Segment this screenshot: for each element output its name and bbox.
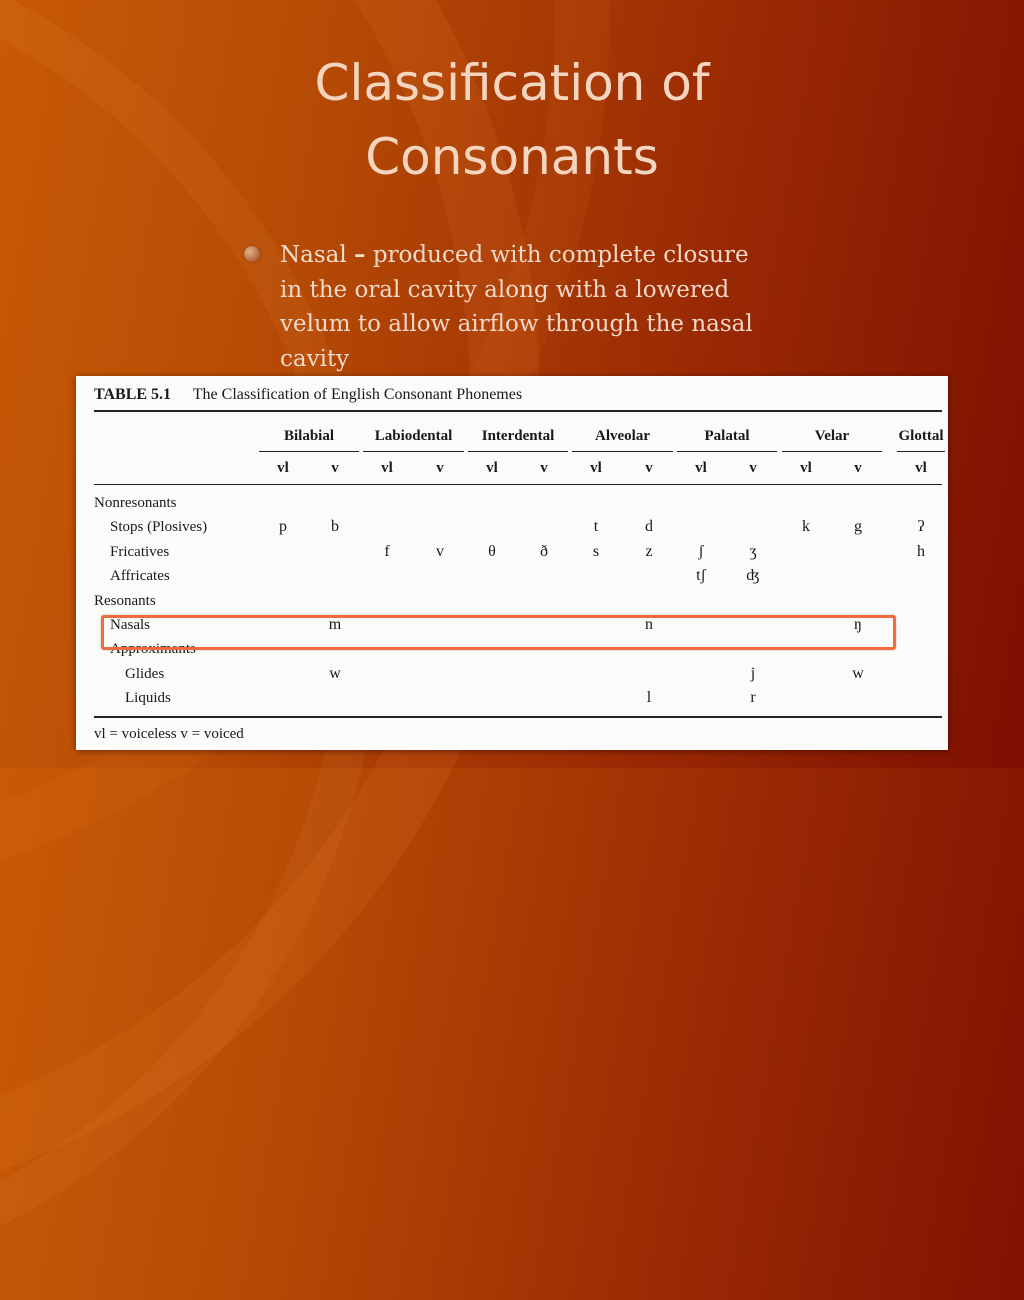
group-underline [782, 451, 882, 452]
table-number: TABLE 5.1 [94, 386, 172, 403]
subheader-v: v [540, 460, 548, 476]
bullet-dot-icon [244, 246, 260, 262]
subheader-vl: vl [800, 460, 812, 476]
row-label: Nonresonants [94, 495, 177, 511]
column-group-interdental: Interdental [462, 428, 574, 445]
row-label: Liquids [125, 690, 171, 707]
table-caption [94, 386, 522, 404]
phoneme-cell: ʒ [749, 542, 757, 560]
bullet-text [280, 238, 774, 376]
subheader-v: v [331, 460, 339, 476]
table-rule-header [94, 484, 942, 485]
subheader-vl: vl [915, 460, 927, 476]
bullet-definition: produced with complete closure in the oral cavity along with a lowered velum to allow airflow through the nasal cavity [280, 242, 753, 372]
group-underline [897, 451, 945, 452]
group-underline [259, 451, 359, 452]
column-group-bilabial: Bilabial [253, 428, 365, 445]
subheader-v: v [436, 460, 444, 476]
phoneme-cell: ŋ [854, 616, 862, 633]
phoneme-cell: g [854, 518, 862, 536]
phoneme-cell: r [750, 689, 756, 707]
row-label: Stops (Plosives) [110, 519, 208, 536]
subheader-vl: vl [486, 460, 498, 476]
subheader-v: v [854, 460, 862, 476]
phoneme-cell: θ [488, 542, 496, 560]
phoneme-cell: d [645, 518, 653, 536]
row-label: Affricates [110, 568, 170, 585]
phoneme-cell: ʔ [917, 518, 925, 536]
phoneme-cell: w [329, 664, 341, 682]
subheader-v: v [645, 460, 653, 476]
column-group-labiodental: Labiodental [357, 428, 470, 445]
table-footnote: vl = voiceless v = voiced [94, 726, 244, 742]
phoneme-cell: l [646, 689, 652, 707]
row-label: Resonants [94, 592, 156, 609]
table-rule-top [94, 410, 942, 412]
table-rule-bottom [94, 716, 942, 718]
phoneme-cell: t [593, 518, 599, 536]
phoneme-cell: m [328, 616, 342, 633]
phoneme-cell: n [645, 616, 653, 633]
phoneme-cell: tʃ [696, 567, 706, 585]
subheader-vl: vl [695, 460, 707, 476]
column-group-velar: Velar [776, 428, 888, 445]
subheader-vl: vl [590, 460, 602, 476]
phoneme-cell: z [645, 542, 653, 560]
row-label: Approximants [110, 641, 196, 658]
row-label: Nasals [110, 617, 150, 633]
subheader-v: v [749, 460, 757, 476]
bullet-point [244, 238, 774, 376]
column-group-glottal: Glottal [891, 428, 951, 445]
group-underline [468, 451, 568, 452]
phoneme-cell: p [279, 518, 287, 536]
bullet-dash: – [354, 241, 366, 268]
phoneme-cell: h [917, 542, 925, 560]
phoneme-cell: ʃ [698, 542, 704, 560]
column-group-alveolar: Alveolar [566, 428, 679, 445]
subheader-vl: vl [381, 460, 393, 476]
phoneme-cell: f [384, 542, 390, 560]
phoneme-cell: v [436, 542, 444, 560]
nasals-row-highlight [101, 615, 896, 650]
group-underline [677, 451, 777, 452]
row-label: Fricatives [110, 543, 170, 560]
phoneme-cell: ð [540, 542, 548, 560]
table-caption-text: The Classification of English Consonant Phonemes [192, 386, 523, 403]
bullet-term: Nasal [280, 242, 347, 268]
group-underline [572, 451, 673, 452]
phoneme-cell: ʤ [746, 567, 760, 585]
column-group-palatal: Palatal [671, 428, 783, 445]
slide-title: Classification of Consonants [314, 54, 710, 186]
consonant-table-image [76, 376, 948, 750]
phoneme-cell: s [592, 542, 600, 560]
subheader-vl: vl [277, 460, 289, 476]
phoneme-cell: w [852, 664, 864, 682]
phoneme-cell: b [331, 518, 339, 536]
row-label: Glides [125, 665, 165, 682]
phoneme-cell: j [750, 664, 756, 682]
phoneme-cell: k [802, 518, 810, 536]
group-underline [363, 451, 464, 452]
